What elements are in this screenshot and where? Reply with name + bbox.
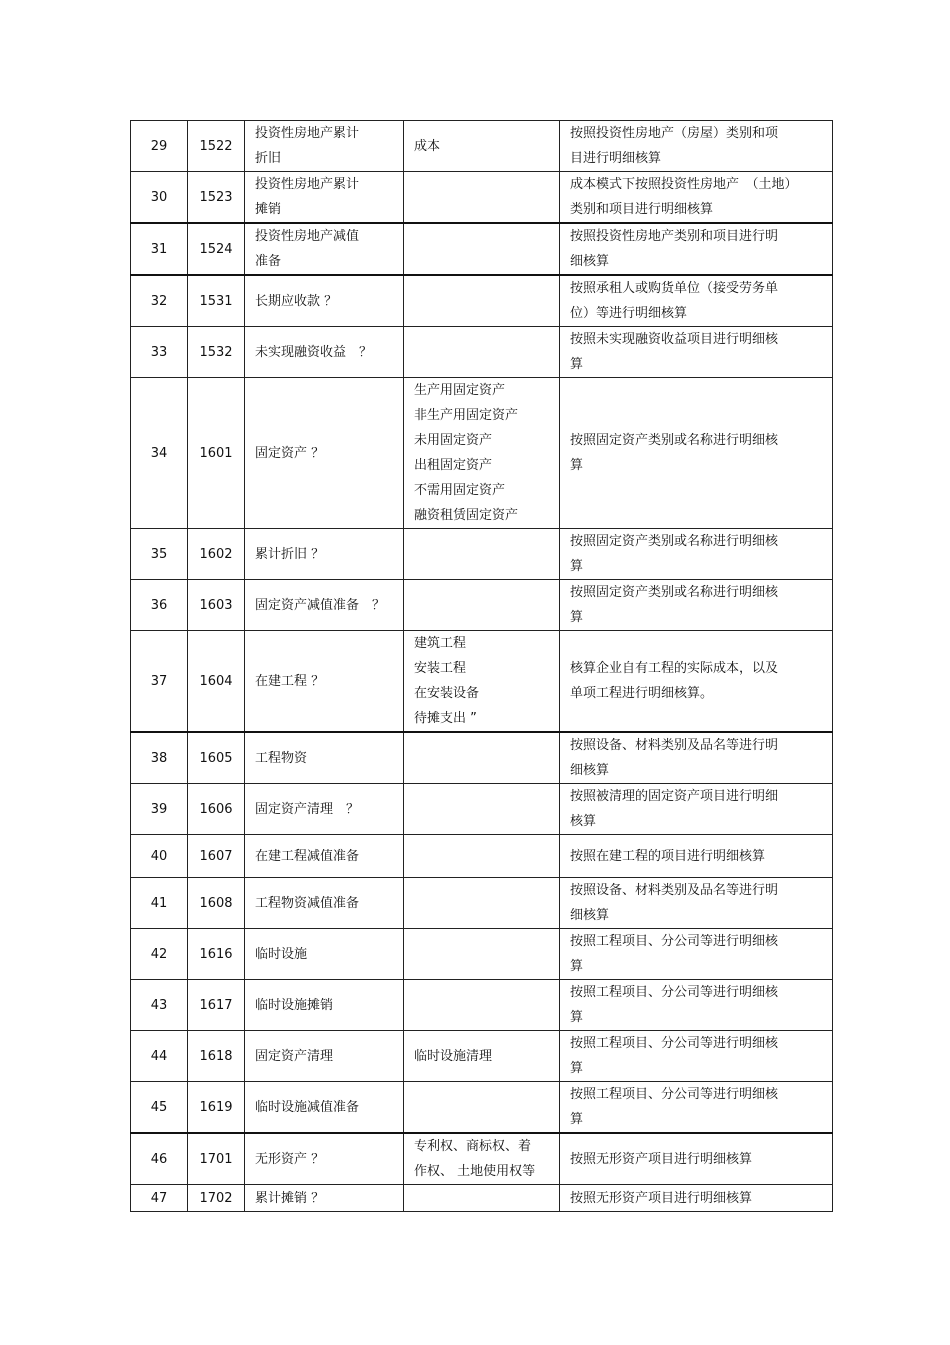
table-row: [131, 732, 833, 784]
account-name-line: 临时设施摊销: [255, 997, 334, 1013]
detail-note: [560, 327, 833, 378]
sub-accounts: [404, 980, 560, 1031]
account-name-line: 累计摊销 ？: [255, 1190, 325, 1206]
account-code: 1601: [188, 378, 245, 529]
sub-accounts-line: 非生产用固定资产: [414, 408, 519, 423]
detail-note-line: 按照工程项目、分公司等进行明细核: [570, 985, 779, 1000]
account-code: 1607: [188, 835, 245, 878]
account-code: 1606: [188, 784, 245, 835]
row-number: 47: [131, 1185, 188, 1212]
table-row: [131, 1031, 833, 1082]
account-name-line: 投资性房地产减值: [255, 229, 360, 244]
account-code: 1522: [188, 121, 245, 172]
account-name-line: 准备: [255, 254, 282, 269]
sub-accounts: [404, 580, 560, 631]
account-name: [245, 223, 404, 275]
account-code: 1605: [188, 732, 245, 784]
table-row: [131, 529, 833, 580]
detail-note-line: 算: [570, 1112, 584, 1127]
sub-accounts: [404, 835, 560, 878]
detail-note-line: 算: [570, 1061, 584, 1076]
sub-accounts: [404, 172, 560, 224]
detail-note: [560, 121, 833, 172]
detail-note: [560, 784, 833, 835]
detail-note-line: 按照被清理的固定资产项目进行明细: [570, 789, 779, 804]
sub-accounts: [404, 275, 560, 327]
row-number: 29: [131, 121, 188, 172]
account-code: 1531: [188, 275, 245, 327]
account-name-line: 无形资产 ？: [255, 1151, 325, 1167]
account-name: [245, 378, 404, 529]
detail-note-line: 按照未实现融资收益项目进行明细核: [570, 332, 779, 347]
account-name: [245, 1133, 404, 1185]
detail-note-line: 成本模式下按照投资性房地产 （土地）: [570, 177, 798, 192]
account-code: 1532: [188, 327, 245, 378]
row-number: 45: [131, 1082, 188, 1134]
table-row: [131, 327, 833, 378]
account-name-line: 未实现融资收益 ？: [255, 344, 373, 360]
account-name-line: 固定资产 ？: [255, 445, 325, 461]
row-number: 34: [131, 378, 188, 529]
account-name: [245, 1185, 404, 1212]
row-number: 38: [131, 732, 188, 784]
sub-accounts-line: 在安装设备: [414, 686, 480, 701]
row-number: 42: [131, 929, 188, 980]
sub-accounts-line: 建筑工程: [414, 636, 467, 651]
account-name: [245, 929, 404, 980]
account-name-line: 投资性房地产累计: [255, 177, 360, 192]
detail-note-line: 算: [570, 959, 584, 974]
detail-note-line: 按照投资性房地产类别和项目进行明: [570, 229, 779, 244]
detail-note: [560, 580, 833, 631]
account-name-line: 摊销: [255, 202, 282, 217]
account-code: 1617: [188, 980, 245, 1031]
account-code: 1603: [188, 580, 245, 631]
detail-note-line: 按照固定资产类别或名称进行明细核: [570, 585, 779, 600]
sub-accounts: [404, 121, 560, 172]
row-number: 33: [131, 327, 188, 378]
detail-note-line: 按照固定资产类别或名称进行明细核: [570, 534, 779, 549]
account-name: [245, 631, 404, 733]
detail-note: [560, 223, 833, 275]
table-row: [131, 223, 833, 275]
account-name-line: 累计折旧 ？: [255, 546, 325, 562]
table-row: [131, 121, 833, 172]
table-row: [131, 929, 833, 980]
sub-accounts: [404, 1031, 560, 1082]
account-name: [245, 1082, 404, 1134]
detail-note-line: 目进行明细核算: [570, 151, 662, 166]
sub-accounts-line: 临时设施清理: [414, 1048, 493, 1064]
sub-accounts: [404, 1133, 560, 1185]
detail-note-line: 按照固定资产类别或名称进行明细核: [570, 433, 779, 448]
sub-accounts-line: 未用固定资产: [414, 433, 493, 448]
account-code: 1701: [188, 1133, 245, 1185]
account-name: [245, 784, 404, 835]
row-number: 41: [131, 878, 188, 929]
account-name: [245, 835, 404, 878]
row-number: 43: [131, 980, 188, 1031]
row-number: 46: [131, 1133, 188, 1185]
detail-note-line: 算: [570, 559, 584, 574]
sub-accounts-line: 出租固定资产: [414, 458, 493, 473]
account-name-line: 在建工程减值准备: [255, 848, 360, 864]
row-number: 44: [131, 1031, 188, 1082]
detail-note-line: 按照工程项目、分公司等进行明细核: [570, 934, 779, 949]
table-row: [131, 784, 833, 835]
account-name-line: 长期应收款 ？: [255, 293, 338, 309]
account-code: 1602: [188, 529, 245, 580]
detail-note-line: 算: [570, 610, 584, 625]
sub-accounts: [404, 327, 560, 378]
account-name-line: 临时设施: [255, 946, 308, 962]
detail-note: [560, 172, 833, 224]
detail-note: [560, 1082, 833, 1134]
row-number: 39: [131, 784, 188, 835]
detail-note: [560, 275, 833, 327]
table-row: [131, 1082, 833, 1134]
account-name-line: 工程物资减值准备: [255, 895, 360, 911]
account-name: [245, 327, 404, 378]
sub-accounts-line: 作权、 土地使用权等: [414, 1164, 536, 1179]
sub-accounts: [404, 929, 560, 980]
row-number: 30: [131, 172, 188, 224]
detail-note-line: 按照无形资产项目进行明细核算: [570, 1190, 753, 1206]
table-row: [131, 878, 833, 929]
detail-note: [560, 835, 833, 878]
row-number: 31: [131, 223, 188, 275]
row-number: 40: [131, 835, 188, 878]
sub-accounts: [404, 732, 560, 784]
sub-accounts-line: 融资租赁固定资产: [414, 508, 519, 523]
detail-note-line: 细核算: [570, 763, 610, 778]
detail-note-line: 按照工程项目、分公司等进行明细核: [570, 1036, 779, 1051]
detail-note-line: 细核算: [570, 254, 610, 269]
detail-note-line: 单项工程进行明细核算。: [570, 686, 714, 701]
sub-accounts: [404, 1082, 560, 1134]
account-name-line: 临时设施减值准备: [255, 1099, 360, 1115]
account-name-line: 工程物资: [255, 750, 308, 766]
sub-accounts: [404, 529, 560, 580]
sub-accounts-line: 成本: [414, 138, 441, 154]
detail-note-line: 算: [570, 458, 584, 473]
account-name-line: 固定资产清理 ？: [255, 801, 360, 817]
detail-note: [560, 878, 833, 929]
sub-accounts-line: 不需用固定资产: [414, 483, 506, 498]
accounts-table: [130, 120, 833, 1212]
account-name-line: 折旧: [255, 151, 282, 166]
detail-note-line: 按照设备、材料类别及品名等进行明: [570, 738, 779, 753]
account-name: [245, 980, 404, 1031]
account-name-line: 固定资产减值准备 ？: [255, 597, 386, 613]
account-code: 1618: [188, 1031, 245, 1082]
table-row: [131, 275, 833, 327]
sub-accounts: [404, 378, 560, 529]
account-name: [245, 878, 404, 929]
detail-note: [560, 1133, 833, 1185]
account-name: [245, 529, 404, 580]
account-name: [245, 172, 404, 224]
account-code: 1524: [188, 223, 245, 275]
sub-accounts: [404, 878, 560, 929]
table-row: [131, 172, 833, 224]
account-code: 1604: [188, 631, 245, 733]
row-number: 36: [131, 580, 188, 631]
sub-accounts-line: 生产用固定资产: [414, 383, 506, 398]
table-row: [131, 980, 833, 1031]
detail-note-line: 按照工程项目、分公司等进行明细核: [570, 1087, 779, 1102]
account-name: [245, 121, 404, 172]
account-code: 1619: [188, 1082, 245, 1134]
row-number: 37: [131, 631, 188, 733]
account-code: 1608: [188, 878, 245, 929]
detail-note: [560, 631, 833, 733]
sub-accounts: [404, 631, 560, 733]
detail-note: [560, 732, 833, 784]
account-name: [245, 275, 404, 327]
sub-accounts-line: 专利权、商标权、着: [414, 1139, 532, 1154]
detail-note-line: 细核算: [570, 908, 610, 923]
sub-accounts: [404, 784, 560, 835]
detail-note: [560, 1031, 833, 1082]
account-code: 1702: [188, 1185, 245, 1212]
table-row: [131, 1133, 833, 1185]
detail-note: [560, 1185, 833, 1212]
detail-note-line: 算: [570, 357, 584, 372]
account-name: [245, 580, 404, 631]
detail-note-line: 按照无形资产项目进行明细核算: [570, 1151, 753, 1167]
row-number: 32: [131, 275, 188, 327]
sub-accounts-line: 待摊支出 ”: [414, 711, 477, 726]
detail-note-line: 类别和项目进行明细核算: [570, 202, 714, 217]
detail-note: [560, 529, 833, 580]
account-name: [245, 1031, 404, 1082]
detail-note-line: 按照承租人或购货单位（接受劳务单: [570, 281, 779, 296]
sub-accounts: [404, 1185, 560, 1212]
table-row: [131, 835, 833, 878]
detail-note: [560, 378, 833, 529]
detail-note: [560, 929, 833, 980]
account-code: 1523: [188, 172, 245, 224]
sub-accounts: [404, 223, 560, 275]
account-name: [245, 732, 404, 784]
account-name-line: 投资性房地产累计: [255, 126, 360, 141]
detail-note-line: 位）等进行明细核算: [570, 306, 688, 321]
table-row: [131, 631, 833, 733]
detail-note: [560, 980, 833, 1031]
sub-accounts-line: 安装工程: [414, 661, 467, 676]
detail-note-line: 按照在建工程的项目进行明细核算: [570, 848, 766, 864]
detail-note-line: 算: [570, 1010, 584, 1025]
table-row: [131, 1185, 833, 1212]
detail-note-line: 核算: [570, 814, 597, 829]
detail-note-line: 按照投资性房地产（房屋）类别和项: [570, 126, 779, 141]
detail-note-line: 核算企业自有工程的实际成本，以及: [570, 661, 779, 676]
account-name-line: 固定资产清理: [255, 1048, 334, 1064]
account-name-line: 在建工程 ？: [255, 673, 325, 689]
row-number: 35: [131, 529, 188, 580]
table-row: [131, 378, 833, 529]
detail-note-line: 按照设备、材料类别及品名等进行明: [570, 883, 779, 898]
account-code: 1616: [188, 929, 245, 980]
table-row: [131, 580, 833, 631]
